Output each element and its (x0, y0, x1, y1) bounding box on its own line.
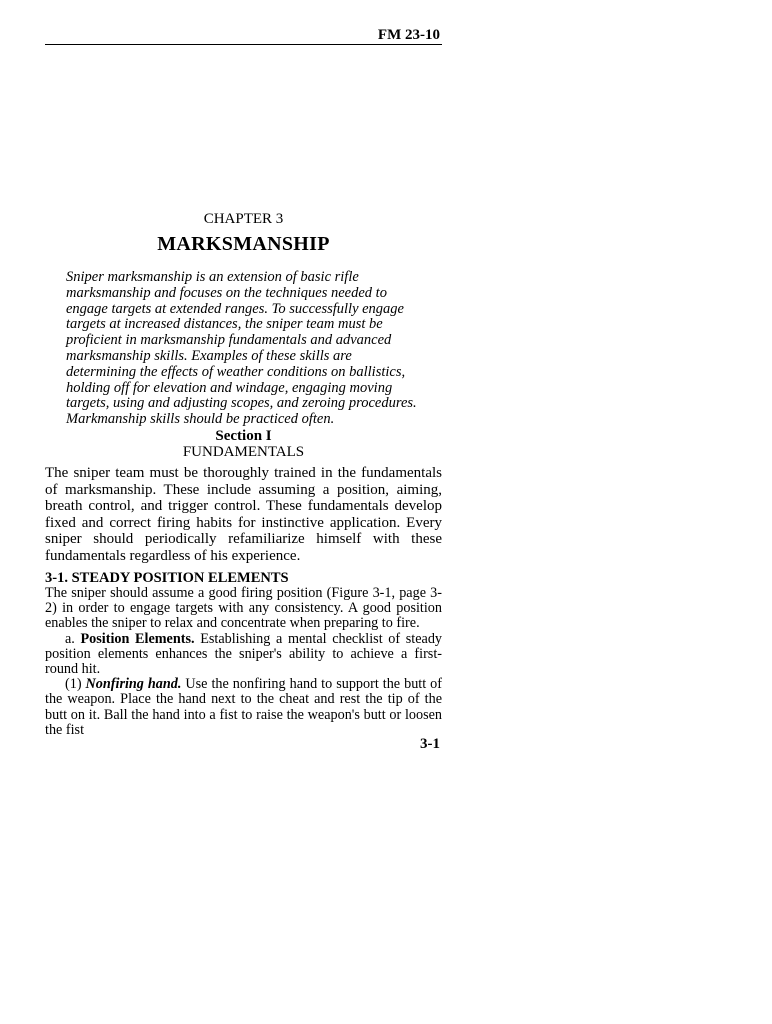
item-a-text: Establishing a mental checklist of steady position elements enhances the sniper's ability to achieve a first-round hit. (45, 630, 443, 678)
section-number: Section I (215, 428, 272, 444)
item-1-title: Nonfiring hand. (85, 676, 182, 693)
document-id: FM 23-10 (377, 27, 440, 43)
header-rule (45, 44, 442, 45)
item-a (45, 632, 442, 678)
chapter-title: MARKSMANSHIP (157, 233, 330, 255)
item-1 (45, 677, 442, 738)
section-paragraph: The sniper team must be thoroughly trained in the fundamentals of marksmanship. These include assuming a position, aiming, breath control, and trigger control. These fundamentals develop fixed and correct firing habits for instinctive application. Every sniper should periodically refamiliarize himself with these fundamentals regardless of his experience. (45, 465, 442, 564)
page-number: 3-1 (420, 736, 440, 752)
item-1-label: (1) (65, 676, 82, 693)
chapter-intro: Sniper marksmanship is an extension of basic rifle marksmanship and focuses on the techniques needed to engage targets at extended ranges. To successfully engage targets at increased distances, the sniper team must be proficient in marksmanship fundamentals and advanced marksmanship skills. Examples of these skills are determining the effects of weather conditions on ballistics, holding off for elevation and windage, engaging moving targets, using and adjusting scopes, and zeroing procedures. Markmanship skills should be practiced often. (66, 269, 417, 428)
item-1-text: Use the nonfiring hand to support the butt of the weapon. Place the hand next to the cheat and rest the tip of the butt on it. Ball the hand into a fist to raise the weapon's butt or loosen the fist (45, 676, 442, 738)
subsection-paragraph: The sniper should assume a good firing position (Figure 3-1, page 3-2) in order to engage targets with any consistency. A good position enables the sniper to relax and concentrate when preparing to fire. (45, 585, 442, 632)
subsection-heading: 3-1. STEADY POSITION ELEMENTS (45, 570, 289, 586)
item-a-label: a. (65, 630, 75, 647)
chapter-label: CHAPTER 3 (203, 211, 284, 227)
subsection-body (45, 586, 442, 738)
item-a-title: Position Elements. (80, 630, 195, 647)
section-title: FUNDAMENTALS (182, 444, 305, 460)
